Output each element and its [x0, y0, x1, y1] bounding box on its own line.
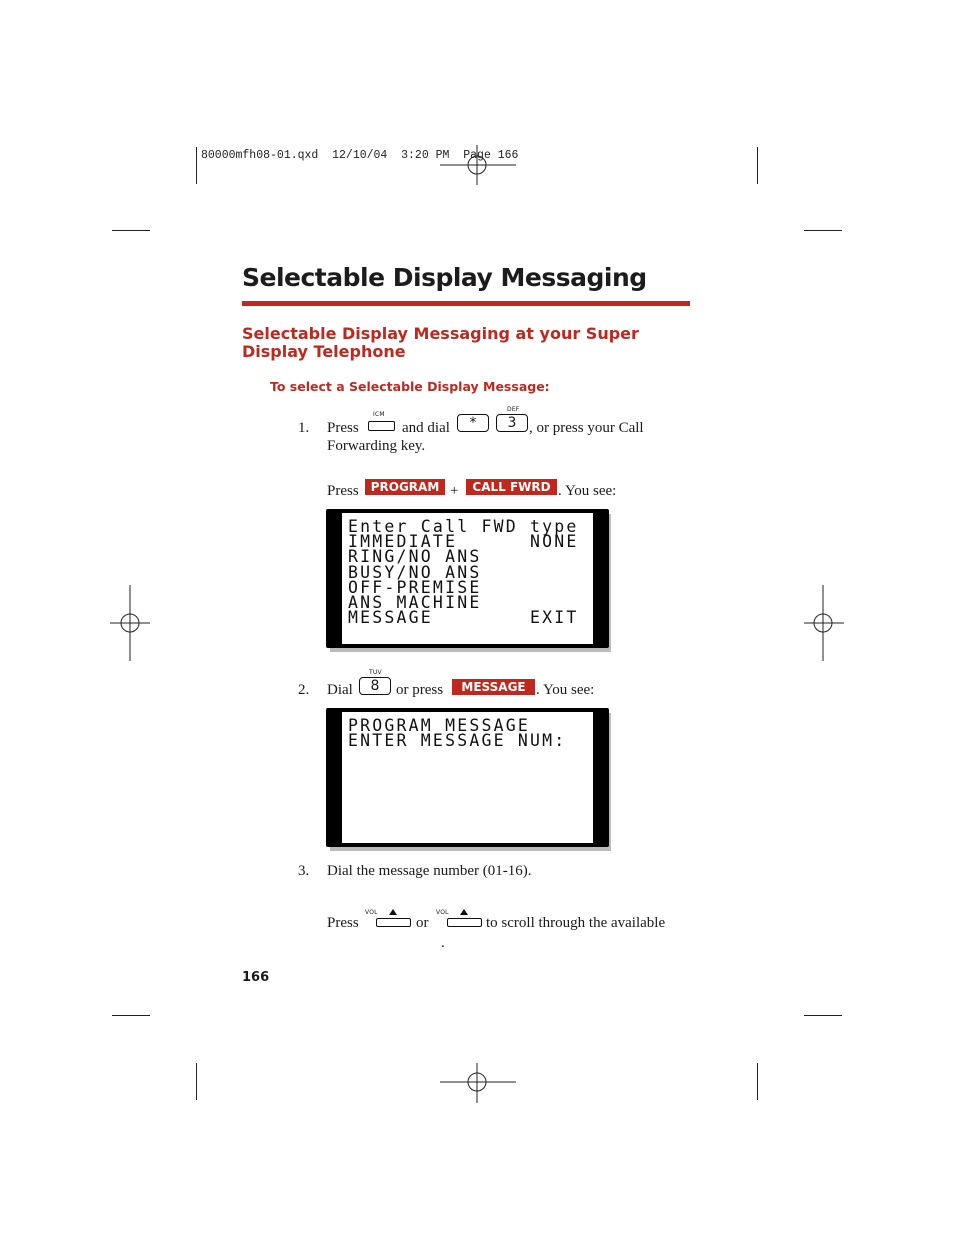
three-key-letters: DEF — [507, 406, 520, 413]
triangle-up-icon — [460, 909, 468, 915]
title-rule — [242, 301, 690, 306]
crop-mark — [757, 147, 758, 184]
crop-mark — [196, 147, 197, 184]
registration-mark-icon — [110, 585, 150, 661]
page-number: 166 — [242, 970, 270, 985]
icm-key-icon — [368, 421, 395, 431]
crop-mark — [112, 1015, 150, 1016]
section-heading: Selectable Display Messaging at your Super Display Telephone — [242, 324, 639, 361]
triangle-up-icon — [389, 909, 397, 915]
step-3-tail: to scroll through the available — [486, 915, 666, 931]
call-fwrd-button[interactable]: CALL FWRD — [466, 479, 557, 495]
display-1-line: ANS MACHINE — [348, 593, 482, 613]
registration-mark-icon — [440, 1063, 516, 1103]
step-3-press: Press — [327, 915, 359, 931]
vol-down-key-icon — [447, 918, 482, 927]
step-3-number: 3. — [298, 863, 310, 879]
step-1-and-dial: and dial — [402, 420, 450, 436]
display-2-line: ENTER MESSAGE NUM: — [348, 731, 567, 751]
step-1-press2: Press — [327, 483, 359, 499]
display-1-line: IMMEDIATE NONE — [348, 532, 579, 552]
display-2-frame — [326, 708, 609, 847]
step-3-text: Dial the message number (01-16). — [327, 863, 532, 879]
step-1-line2: Forwarding key. — [327, 438, 426, 454]
vol-up-key-icon — [376, 918, 411, 927]
star-key-icon: * — [457, 414, 489, 432]
display-1-line: MESSAGE EXIT — [348, 608, 579, 628]
registration-mark-icon — [804, 585, 844, 661]
program-button[interactable]: PROGRAM — [365, 479, 445, 495]
three-key-icon: 3 — [496, 414, 528, 432]
file-slug: 80000mfh08-01.qxd 12/10/04 3:20 PM Page 166 — [201, 149, 519, 162]
display-1-line: RING/NO ANS — [348, 547, 482, 567]
step-2-you-see: . You see: — [536, 682, 595, 698]
step-2-or-press: or press — [396, 682, 444, 698]
crop-mark — [196, 1063, 197, 1100]
crop-mark — [804, 230, 842, 231]
crop-mark — [757, 1063, 758, 1100]
procedure-heading: To select a Selectable Display Message: — [270, 379, 550, 394]
display-1-line: BUSY/NO ANS — [348, 562, 482, 582]
display-1-frame — [326, 509, 609, 648]
crop-mark — [804, 1015, 842, 1016]
plus-sign: + — [450, 483, 459, 499]
eight-key-letters: TUV — [369, 669, 382, 676]
vol-up-key-label: VOL — [365, 909, 378, 916]
step-2-number: 2. — [298, 682, 310, 698]
page-title: Selectable Display Messaging — [242, 263, 647, 292]
step-1-you-see: . You see: — [558, 483, 617, 499]
step-1-tail: , or press your Call — [529, 420, 644, 436]
eight-key-icon: 8 — [359, 677, 391, 695]
display-1-line: OFF-PREMISE — [348, 577, 482, 597]
step-1-press: Press — [327, 420, 359, 436]
crop-mark — [112, 230, 150, 231]
step-2-dial: Dial — [327, 682, 353, 698]
display-1-line: Enter Call FWD type — [348, 517, 579, 536]
message-button[interactable]: MESSAGE — [452, 679, 535, 695]
display-2-line: PROGRAM MESSAGE — [348, 716, 531, 735]
display-2-screen — [342, 712, 593, 843]
step-3-dot: . — [441, 935, 445, 951]
step-3-or: or — [416, 915, 429, 931]
step-1-number: 1. — [298, 420, 310, 436]
icm-key-label: ICM — [373, 411, 385, 418]
vol-down-key-label: VOL — [436, 909, 449, 916]
display-1-screen — [342, 513, 593, 644]
